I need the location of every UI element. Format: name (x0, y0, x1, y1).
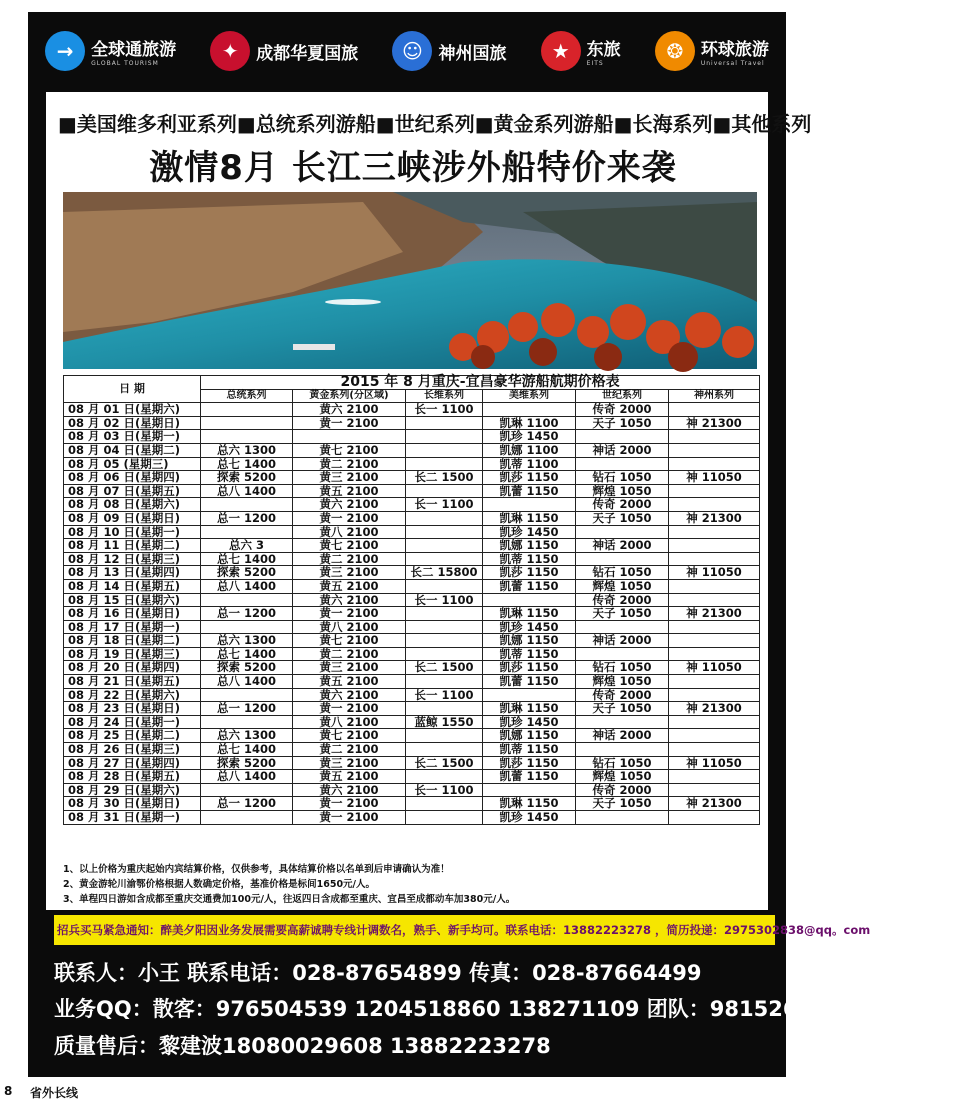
price-cell: 黄二 2100 (293, 647, 406, 661)
date-cell: 08 月 28 日(星期五) (64, 770, 201, 784)
brand-logo (541, 31, 621, 71)
price-cell (669, 675, 760, 689)
date-cell: 08 月 31 日(星期一) (64, 811, 201, 825)
price-cell: 凯蕾 1150 (483, 770, 576, 784)
price-cell: 黄六 2100 (293, 498, 406, 512)
table-row (64, 715, 760, 729)
table-row (64, 675, 760, 689)
price-cell (669, 457, 760, 471)
price-cell (669, 811, 760, 825)
price-cell: 凯莎 1150 (483, 661, 576, 675)
price-cell (669, 729, 760, 743)
price-cell (669, 688, 760, 702)
yangtze-gorge-photo (63, 192, 757, 369)
date-cell: 08 月 16 日(星期日) (64, 607, 201, 621)
price-cell (201, 498, 293, 512)
price-cell: 黄五 2100 (293, 484, 406, 498)
price-cell: 凯蒂 1150 (483, 743, 576, 757)
price-cell: 长一 1100 (406, 403, 483, 417)
price-cell (669, 634, 760, 648)
price-cell: 凯珍 1450 (483, 715, 576, 729)
table-row (64, 498, 760, 512)
price-cell: 凯琳 1100 (483, 416, 576, 430)
date-cell: 08 月 12 日(星期三) (64, 552, 201, 566)
brand-logo-icon: ☺ (392, 31, 432, 71)
price-cell (576, 457, 669, 471)
column-header: 黄金系列(分区域) (293, 389, 406, 403)
qq-line: 业务QQ：散客：976504539 1204518860 138271109 团队：981526445 287445027 (54, 997, 980, 1021)
price-cell: 凯珍 1450 (483, 811, 576, 825)
price-cell: 传奇 2000 (576, 783, 669, 797)
contact-line: 联系人：小王 联系电话：028-87654899 传真：028-87664499 (54, 961, 702, 985)
price-cell (576, 647, 669, 661)
price-cell: 总七 1400 (201, 743, 293, 757)
table-row (64, 593, 760, 607)
price-cell (201, 593, 293, 607)
price-cell: 黄七 2100 (293, 443, 406, 457)
price-cell (406, 579, 483, 593)
price-cell (406, 484, 483, 498)
price-cell: 总八 1400 (201, 770, 293, 784)
price-cell: 总六 1300 (201, 729, 293, 743)
date-cell: 08 月 11 日(星期二) (64, 539, 201, 553)
price-cell: 神话 2000 (576, 634, 669, 648)
price-cell: 总七 1400 (201, 647, 293, 661)
date-cell: 08 月 06 日(星期四) (64, 471, 201, 485)
price-cell: 探索 5200 (201, 661, 293, 675)
price-cell (406, 511, 483, 525)
price-cell: 钻石 1050 (576, 566, 669, 580)
table-row (64, 566, 760, 580)
price-cell: 凯珍 1450 (483, 620, 576, 634)
brand-name: 成都华夏国旅 (256, 43, 359, 64)
section-title: 省外长线 (30, 1086, 79, 1100)
price-cell (406, 675, 483, 689)
price-cell: 天子 1050 (576, 702, 669, 716)
price-cell: 长二 1500 (406, 471, 483, 485)
price-cell (406, 552, 483, 566)
price-cell: 神 11050 (669, 661, 760, 675)
price-cell: 凯娜 1150 (483, 539, 576, 553)
price-cell: 黄六 2100 (293, 593, 406, 607)
price-cell (406, 811, 483, 825)
date-cell: 08 月 03 日(星期一) (64, 430, 201, 444)
price-cell: 钻石 1050 (576, 756, 669, 770)
price-cell: 钻石 1050 (576, 661, 669, 675)
column-header: 美维系列 (483, 389, 576, 403)
price-cell (669, 620, 760, 634)
price-cell: 总七 1400 (201, 552, 293, 566)
brand-subtitle: Universal Travel (700, 60, 765, 67)
price-cell: 黄三 2100 (293, 471, 406, 485)
table-row (64, 729, 760, 743)
price-cell (201, 811, 293, 825)
date-cell: 08 月 01 日(星期六) (64, 403, 201, 417)
brand-logo-icon: → (45, 31, 85, 71)
date-cell: 08 月 13 日(星期四) (64, 566, 201, 580)
table-row (64, 783, 760, 797)
price-cell (576, 552, 669, 566)
price-cell: 辉煌 1050 (576, 770, 669, 784)
price-cell: 凯娜 1150 (483, 729, 576, 743)
date-cell: 08 月 10 日(星期一) (64, 525, 201, 539)
table-title: 2015 年 8 月重庆-宜昌豪华游船航期价格表 (201, 376, 760, 390)
price-cell: 凯琳 1150 (483, 702, 576, 716)
price-cell: 蓝鲸 1550 (406, 715, 483, 729)
price-cell (669, 647, 760, 661)
date-cell: 08 月 17 日(星期一) (64, 620, 201, 634)
price-cell: 黄七 2100 (293, 634, 406, 648)
table-row (64, 647, 760, 661)
price-cell: 神 11050 (669, 756, 760, 770)
price-cell: 凯蒂 1100 (483, 457, 576, 471)
date-cell: 08 月 08 日(星期六) (64, 498, 201, 512)
table-row (64, 702, 760, 716)
price-cell: 天子 1050 (576, 416, 669, 430)
price-cell: 黄三 2100 (293, 566, 406, 580)
price-cell (406, 416, 483, 430)
price-cell: 凯珍 1450 (483, 430, 576, 444)
table-row (64, 511, 760, 525)
column-header: 神州系列 (669, 389, 760, 403)
table-row (64, 811, 760, 825)
price-cell: 凯蒂 1150 (483, 647, 576, 661)
price-cell (576, 811, 669, 825)
price-cell: 辉煌 1050 (576, 484, 669, 498)
price-cell: 神话 2000 (576, 443, 669, 457)
brand-name: 全球通旅游 (91, 40, 177, 60)
price-cell: 凯莎 1150 (483, 756, 576, 770)
date-cell: 08 月 14 日(星期五) (64, 579, 201, 593)
table-row (64, 770, 760, 784)
column-header: 总统系列 (201, 389, 293, 403)
brand-logo-icon: ❂ (655, 31, 695, 71)
date-cell: 08 月 30 日(星期日) (64, 797, 201, 811)
price-cell (201, 525, 293, 539)
price-cell (669, 525, 760, 539)
price-cell: 黄七 2100 (293, 539, 406, 553)
price-cell: 探索 5200 (201, 756, 293, 770)
date-cell: 08 月 22 日(星期六) (64, 688, 201, 702)
price-cell: 凯蕾 1150 (483, 579, 576, 593)
table-row (64, 457, 760, 471)
table-row (64, 743, 760, 757)
price-cell (669, 484, 760, 498)
price-cell (669, 498, 760, 512)
price-cell: 长一 1100 (406, 593, 483, 607)
brand-subtitle: GLOBAL TOURISM (91, 60, 159, 67)
price-cell: 长二 1500 (406, 661, 483, 675)
price-cell (406, 457, 483, 471)
price-cell: 神 21300 (669, 416, 760, 430)
price-cell: 凯珍 1450 (483, 525, 576, 539)
price-cell: 黄六 2100 (293, 403, 406, 417)
note: 2、黄金游轮川渝鄂价格根据人数确定价格，基准价格是标间1650元/人。 (63, 879, 376, 890)
price-cell: 辉煌 1050 (576, 579, 669, 593)
table-row (64, 471, 760, 485)
logo-bar (28, 12, 786, 90)
price-cell: 凯琳 1150 (483, 511, 576, 525)
price-cell: 黄一 2100 (293, 607, 406, 621)
price-cell (669, 539, 760, 553)
date-cell: 08 月 18 日(星期二) (64, 634, 201, 648)
price-cell: 长二 1500 (406, 756, 483, 770)
price-cell: 长一 1100 (406, 498, 483, 512)
price-cell (201, 620, 293, 634)
brand-logo-icon: ✦ (210, 31, 250, 71)
price-cell (576, 430, 669, 444)
price-cell (406, 539, 483, 553)
date-header: 日 期 (64, 376, 201, 403)
price-cell: 总八 1400 (201, 675, 293, 689)
brand-logo (392, 31, 506, 71)
price-cell: 黄五 2100 (293, 770, 406, 784)
price-cell (406, 743, 483, 757)
price-cell (669, 593, 760, 607)
table-row (64, 756, 760, 770)
brand-logo-icon: ★ (541, 31, 581, 71)
price-cell (576, 715, 669, 729)
price-cell (406, 702, 483, 716)
date-cell: 08 月 24 日(星期一) (64, 715, 201, 729)
price-cell (669, 715, 760, 729)
note: 1、以上价格为重庆起始内宾结算价格，仅供参考，具体结算价格以名单到后申请确认为准！ (63, 864, 450, 875)
price-cell (406, 525, 483, 539)
price-cell: 黄一 2100 (293, 511, 406, 525)
price-cell: 黄一 2100 (293, 416, 406, 430)
date-cell: 08 月 05 (星期三) (64, 457, 201, 471)
date-cell: 08 月 02 日(星期日) (64, 416, 201, 430)
brand-name: 环球旅游 (700, 40, 769, 60)
price-cell (483, 403, 576, 417)
table-row (64, 552, 760, 566)
headline: 激情8月 长江三峡涉外船特价来袭 (149, 148, 677, 188)
price-cell: 传奇 2000 (576, 688, 669, 702)
price-cell (201, 715, 293, 729)
brand-subtitle: EITS (586, 60, 604, 67)
price-cell: 黄一 2100 (293, 811, 406, 825)
note: 3、单程四日游如含成都至重庆交通费加100元/人，往返四日含成都至重庆、宜昌至成都动车加380元/人。 (63, 894, 516, 905)
price-cell: 黄三 2100 (293, 661, 406, 675)
sailing-price-table (63, 375, 759, 825)
price-cell (406, 634, 483, 648)
price-cell: 天子 1050 (576, 607, 669, 621)
price-cell (201, 403, 293, 417)
price-cell (406, 607, 483, 621)
price-cell: 黄一 2100 (293, 797, 406, 811)
price-cell (406, 729, 483, 743)
brand-logo (45, 31, 176, 71)
price-cell: 凯琳 1150 (483, 607, 576, 621)
price-cell (669, 430, 760, 444)
price-cell: 凯蕾 1150 (483, 484, 576, 498)
price-cell (669, 770, 760, 784)
table-row (64, 416, 760, 430)
price-cell: 总六 1300 (201, 443, 293, 457)
table-row (64, 539, 760, 553)
date-cell: 08 月 09 日(星期日) (64, 511, 201, 525)
price-cell: 神 11050 (669, 566, 760, 580)
price-cell: 总八 1400 (201, 484, 293, 498)
price-cell (669, 743, 760, 757)
price-cell: 黄五 2100 (293, 675, 406, 689)
price-cell: 凯娜 1150 (483, 634, 576, 648)
table-row (64, 797, 760, 811)
price-cell: 凯莎 1150 (483, 471, 576, 485)
price-cell (406, 797, 483, 811)
date-cell: 08 月 07 日(星期五) (64, 484, 201, 498)
price-cell: 神话 2000 (576, 729, 669, 743)
price-cell (576, 620, 669, 634)
price-cell (669, 552, 760, 566)
price-cell (669, 783, 760, 797)
price-cell: 凯莎 1150 (483, 566, 576, 580)
price-cell (406, 770, 483, 784)
table-row (64, 443, 760, 457)
column-header: 长维系列 (406, 389, 483, 403)
price-cell: 凯娜 1100 (483, 443, 576, 457)
price-cell: 辉煌 1050 (576, 675, 669, 689)
page-footer (0, 1082, 800, 1100)
price-cell: 总一 1200 (201, 607, 293, 621)
price-cell: 黄六 2100 (293, 688, 406, 702)
price-cell: 传奇 2000 (576, 593, 669, 607)
brand-logo (655, 31, 769, 71)
price-cell: 总七 1400 (201, 457, 293, 471)
price-cell (576, 743, 669, 757)
price-cell: 黄二 2100 (293, 552, 406, 566)
date-cell: 08 月 04 日(星期二) (64, 443, 201, 457)
price-cell: 钻石 1050 (576, 471, 669, 485)
brand-name: 东旅 (586, 40, 621, 60)
price-cell (201, 783, 293, 797)
brand-name: 神州国旅 (438, 43, 507, 64)
price-cell: 总一 1200 (201, 702, 293, 716)
date-cell: 08 月 20 日(星期四) (64, 661, 201, 675)
price-cell (201, 688, 293, 702)
price-cell: 黄二 2100 (293, 743, 406, 757)
date-cell: 08 月 29 日(星期六) (64, 783, 201, 797)
price-cell: 长一 1100 (406, 688, 483, 702)
date-cell: 08 月 23 日(星期日) (64, 702, 201, 716)
price-cell: 黄二 2100 (293, 457, 406, 471)
price-cell: 总八 1400 (201, 579, 293, 593)
price-cell (293, 430, 406, 444)
price-cell: 凯蕾 1150 (483, 675, 576, 689)
price-cell: 传奇 2000 (576, 403, 669, 417)
notes (63, 862, 763, 907)
price-cell (669, 403, 760, 417)
price-cell: 黄八 2100 (293, 525, 406, 539)
price-cell: 黄八 2100 (293, 620, 406, 634)
price-cell: 神 21300 (669, 797, 760, 811)
price-cell: 长一 1100 (406, 783, 483, 797)
table-row (64, 525, 760, 539)
price-cell: 凯蒂 1150 (483, 552, 576, 566)
date-cell: 08 月 27 日(星期四) (64, 756, 201, 770)
price-cell: 神 21300 (669, 702, 760, 716)
price-cell (406, 430, 483, 444)
price-cell: 凯琳 1150 (483, 797, 576, 811)
date-cell: 08 月 15 日(星期六) (64, 593, 201, 607)
page-number: 8 (4, 1084, 13, 1098)
aftersales-line: 质量售后：黎建波18080029608 13882223278 (54, 1034, 551, 1058)
date-cell: 08 月 26 日(星期三) (64, 743, 201, 757)
price-cell: 黄八 2100 (293, 715, 406, 729)
price-cell (483, 688, 576, 702)
price-cell: 黄三 2100 (293, 756, 406, 770)
price-cell (483, 498, 576, 512)
date-cell: 08 月 25 日(星期二) (64, 729, 201, 743)
price-cell: 传奇 2000 (576, 498, 669, 512)
price-cell: 总六 3 (201, 539, 293, 553)
table-row (64, 688, 760, 702)
table-row (64, 661, 760, 675)
price-cell (201, 416, 293, 430)
table-row (64, 607, 760, 621)
column-header: 世纪系列 (576, 389, 669, 403)
price-cell: 神 21300 (669, 607, 760, 621)
price-cell (483, 593, 576, 607)
price-cell (669, 443, 760, 457)
price-cell: 黄一 2100 (293, 702, 406, 716)
table-row (64, 579, 760, 593)
price-cell (669, 579, 760, 593)
price-cell: 天子 1050 (576, 511, 669, 525)
price-cell: 神话 2000 (576, 539, 669, 553)
price-cell (201, 430, 293, 444)
price-cell: 神 11050 (669, 471, 760, 485)
price-cell: 总六 1300 (201, 634, 293, 648)
price-cell (576, 525, 669, 539)
price-cell: 总一 1200 (201, 511, 293, 525)
price-cell (483, 783, 576, 797)
table-row (64, 620, 760, 634)
brand-logo (210, 31, 358, 71)
recruit-banner: 招兵买马紧急通知：醉美夕阳因业务发展需要高薪诚聘专线计调数名，熟手、新手均可。联系电话：13882223278 ，简历投递：2975302838@qq。com (54, 915, 775, 945)
date-cell: 08 月 19 日(星期三) (64, 647, 201, 661)
price-cell: 总一 1200 (201, 797, 293, 811)
table-row (64, 430, 760, 444)
price-cell: 天子 1050 (576, 797, 669, 811)
table-row (64, 634, 760, 648)
price-cell: 探索 5200 (201, 471, 293, 485)
table-row (64, 403, 760, 417)
price-cell: 探索 5200 (201, 566, 293, 580)
price-cell: 黄七 2100 (293, 729, 406, 743)
price-cell: 黄六 2100 (293, 783, 406, 797)
price-cell: 神 21300 (669, 511, 760, 525)
price-cell: 黄五 2100 (293, 579, 406, 593)
price-cell (406, 620, 483, 634)
price-cell (406, 647, 483, 661)
table-row (64, 484, 760, 498)
price-cell (406, 443, 483, 457)
date-cell: 08 月 21 日(星期五) (64, 675, 201, 689)
series-line: ■美国维多利亚系列■总统系列游船■世纪系列■黄金系列游船■长海系列■其他系列 (58, 112, 812, 136)
price-cell: 长二 15800 (406, 566, 483, 580)
